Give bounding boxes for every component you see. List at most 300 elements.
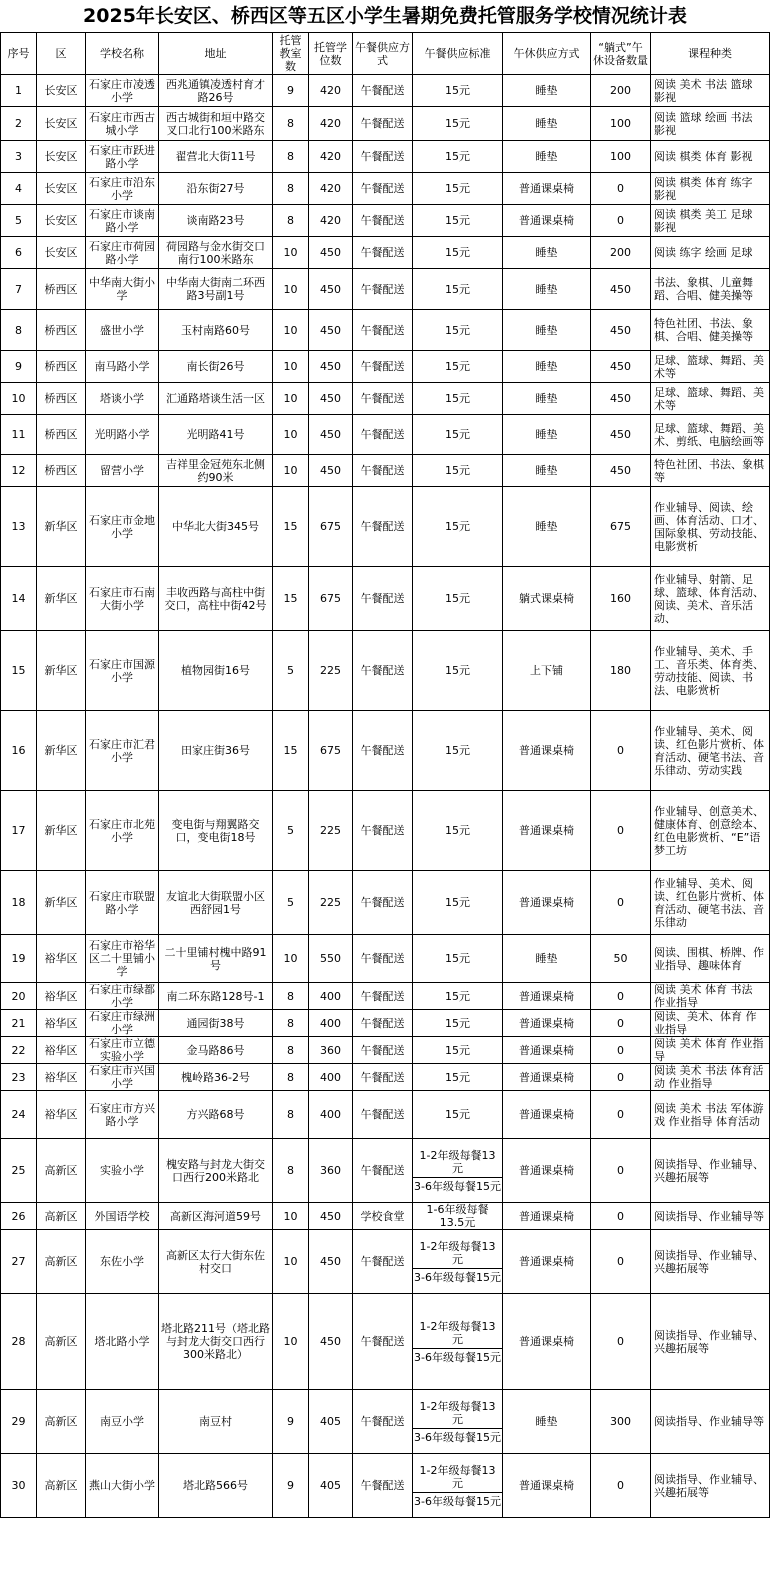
nap-beds-cell: 160 bbox=[591, 567, 651, 631]
seats-cell: 400 bbox=[309, 983, 353, 1010]
address-cell: 塔北路566号 bbox=[159, 1454, 273, 1518]
lunch-standard-cell bbox=[413, 1064, 503, 1091]
lunch-mode-cell: 午餐配送 bbox=[353, 1064, 413, 1091]
classrooms-cell: 5 bbox=[273, 791, 309, 871]
courses-cell: 作业辅导、阅读、绘画、体育活动、口才、国际象棋、劳动技能、电影赏析 bbox=[651, 487, 770, 567]
seats-cell: 420 bbox=[309, 173, 353, 205]
nap-mode-cell: 睡垫 bbox=[503, 487, 591, 567]
classrooms-cell: 9 bbox=[273, 75, 309, 107]
lunch-standard-cell bbox=[413, 237, 503, 269]
header-row bbox=[1, 33, 770, 75]
classrooms-cell: 10 bbox=[273, 935, 309, 983]
table-row bbox=[1, 1064, 770, 1091]
school-name-cell: 石家庄市裕华区二十里铺小学 bbox=[86, 935, 159, 983]
lunch-standard-item: 1-2年级每餐13元 bbox=[419, 1399, 496, 1426]
row-number-cell: 6 bbox=[1, 237, 37, 269]
school-name-cell: 石家庄市北苑小学 bbox=[86, 791, 159, 871]
lunch-mode-cell: 午餐配送 bbox=[353, 237, 413, 269]
lunch-standard-item: 15元 bbox=[445, 1016, 470, 1030]
table-row bbox=[1, 173, 770, 205]
district-cell: 高新区 bbox=[37, 1294, 86, 1390]
district-cell: 裕华区 bbox=[37, 1091, 86, 1139]
classrooms-cell: 10 bbox=[273, 269, 309, 310]
nap-beds-cell: 0 bbox=[591, 1064, 651, 1091]
table-row bbox=[1, 567, 770, 631]
address-cell: 金马路86号 bbox=[159, 1037, 273, 1064]
header-cell: 托管学位数 bbox=[309, 33, 353, 75]
district-cell: 高新区 bbox=[37, 1454, 86, 1518]
address-cell: 高新区海河道59号 bbox=[159, 1203, 273, 1230]
seats-cell: 450 bbox=[309, 383, 353, 415]
header-cell: 课程种类 bbox=[651, 33, 770, 75]
courses-cell: 特色社团、书法、象棋、合唱、健美操等 bbox=[651, 310, 770, 351]
district-cell: 高新区 bbox=[37, 1203, 86, 1230]
district-cell: 裕华区 bbox=[37, 1064, 86, 1091]
nap-beds-cell: 450 bbox=[591, 455, 651, 487]
courses-cell: 阅读指导、作业辅导等 bbox=[651, 1390, 770, 1454]
district-cell: 裕华区 bbox=[37, 1010, 86, 1037]
lunch-standard-cell bbox=[413, 983, 503, 1010]
lunch-standard-cell bbox=[413, 1010, 503, 1037]
nap-beds-cell: 0 bbox=[591, 871, 651, 935]
lunch-standard-list bbox=[415, 1044, 500, 1057]
nap-mode-cell: 普通课桌椅 bbox=[503, 871, 591, 935]
page-title: 2025年长安区、桥西区等五区小学生暑期免费托管服务学校情况统计表 bbox=[83, 5, 687, 27]
lunch-standard-item: 15元 bbox=[445, 1108, 470, 1121]
school-name-cell: 南豆小学 bbox=[86, 1390, 159, 1454]
lunch-standard-cell bbox=[413, 1203, 503, 1230]
school-name-cell: 石家庄市西古城小学 bbox=[86, 107, 159, 141]
courses-cell: 阅读指导、作业辅导、兴趣拓展等 bbox=[651, 1139, 770, 1203]
nap-mode-cell: 普通课桌椅 bbox=[503, 205, 591, 237]
lunch-standard-item: 15元 bbox=[445, 744, 470, 757]
nap-mode-cell: 睡垫 bbox=[503, 141, 591, 173]
lunch-standard-list bbox=[415, 744, 500, 757]
lunch-mode-cell: 午餐配送 bbox=[353, 173, 413, 205]
seats-cell: 675 bbox=[309, 567, 353, 631]
address-cell: 南二环东路128号-1 bbox=[159, 983, 273, 1010]
nap-beds-cell: 450 bbox=[591, 415, 651, 455]
row-number-cell: 18 bbox=[1, 871, 37, 935]
lunch-mode-cell: 午餐配送 bbox=[353, 141, 413, 173]
lunch-mode-cell: 午餐配送 bbox=[353, 1294, 413, 1390]
district-cell: 桥西区 bbox=[37, 351, 86, 383]
row-number-cell: 27 bbox=[1, 1230, 37, 1294]
row-number-cell: 19 bbox=[1, 935, 37, 983]
district-cell: 长安区 bbox=[37, 75, 86, 107]
courses-cell: 阅读 练字 绘画 足球 bbox=[651, 237, 770, 269]
lunch-standard-list bbox=[415, 283, 500, 296]
lunch-standard-list bbox=[415, 1149, 500, 1193]
nap-mode-cell: 普通课桌椅 bbox=[503, 1230, 591, 1294]
row-number-cell: 26 bbox=[1, 1203, 37, 1230]
nap-beds-cell: 0 bbox=[591, 1203, 651, 1230]
table-row bbox=[1, 383, 770, 415]
address-cell: 槐安路与封龙大街交口西行200米路北 bbox=[159, 1139, 273, 1203]
nap-mode-cell: 睡垫 bbox=[503, 415, 591, 455]
school-name-cell: 石家庄市立德实验小学 bbox=[86, 1037, 159, 1064]
classrooms-cell: 8 bbox=[273, 1064, 309, 1091]
district-cell: 长安区 bbox=[37, 205, 86, 237]
lunch-standard-cell bbox=[413, 711, 503, 791]
lunch-standard-item: 1-2年级每餐13元 bbox=[419, 1239, 496, 1266]
classrooms-cell: 10 bbox=[273, 1230, 309, 1294]
nap-mode-cell: 普通课桌椅 bbox=[503, 173, 591, 205]
seats-cell: 360 bbox=[309, 1037, 353, 1064]
lunch-standard-item: 15元 bbox=[445, 246, 470, 259]
courses-cell: 足球、篮球、舞蹈、美术等 bbox=[651, 383, 770, 415]
district-cell: 桥西区 bbox=[37, 455, 86, 487]
school-name-cell: 石家庄市兴国小学 bbox=[86, 1064, 159, 1091]
lunch-standard-cell bbox=[413, 791, 503, 871]
school-table bbox=[0, 32, 770, 1518]
courses-cell: 阅读 美术 书法 篮球 影视 bbox=[651, 75, 770, 107]
lunch-standard-cell bbox=[413, 269, 503, 310]
lunch-mode-cell: 午餐配送 bbox=[353, 205, 413, 237]
lunch-standard-item: 3-6年级每餐15元 bbox=[413, 1428, 502, 1444]
lunch-standard-list bbox=[415, 952, 500, 965]
district-cell: 高新区 bbox=[37, 1230, 86, 1294]
lunch-standard-item: 15元 bbox=[445, 84, 470, 97]
classrooms-cell: 10 bbox=[273, 415, 309, 455]
lunch-standard-list bbox=[415, 1017, 500, 1030]
classrooms-cell: 8 bbox=[273, 173, 309, 205]
seats-cell: 360 bbox=[309, 1139, 353, 1203]
school-name-cell: 中华南大街小学 bbox=[86, 269, 159, 310]
classrooms-cell: 10 bbox=[273, 1294, 309, 1390]
lunch-standard-list bbox=[415, 117, 500, 130]
nap-mode-cell: 普通课桌椅 bbox=[503, 711, 591, 791]
header-cell: “躺式”午休设备数量 bbox=[591, 33, 651, 75]
address-cell: 通园街38号 bbox=[159, 1010, 273, 1037]
district-cell: 桥西区 bbox=[37, 415, 86, 455]
row-number-cell: 12 bbox=[1, 455, 37, 487]
lunch-standard-list bbox=[415, 182, 500, 195]
nap-beds-cell: 180 bbox=[591, 631, 651, 711]
row-number-cell: 11 bbox=[1, 415, 37, 455]
lunch-mode-cell: 午餐配送 bbox=[353, 935, 413, 983]
address-cell: 吉祥里金冠苑东北侧约90米 bbox=[159, 455, 273, 487]
lunch-mode-cell: 午餐配送 bbox=[353, 1037, 413, 1064]
courses-cell: 阅读 美术 体育 书法 作业指导 bbox=[651, 983, 770, 1010]
address-cell: 荷园路与金水街交口南行100米路东 bbox=[159, 237, 273, 269]
school-name-cell: 东佐小学 bbox=[86, 1230, 159, 1294]
courses-cell: 阅读 棋类 美工 足球 影视 bbox=[651, 205, 770, 237]
nap-beds-cell: 0 bbox=[591, 173, 651, 205]
school-name-cell: 石家庄市金地小学 bbox=[86, 487, 159, 567]
address-cell: 槐岭路36-2号 bbox=[159, 1064, 273, 1091]
school-name-cell: 石家庄市汇君小学 bbox=[86, 711, 159, 791]
address-cell: 中华北大街345号 bbox=[159, 487, 273, 567]
school-name-cell: 石家庄市方兴路小学 bbox=[86, 1091, 159, 1139]
table-row bbox=[1, 1230, 770, 1294]
seats-cell: 450 bbox=[309, 237, 353, 269]
nap-beds-cell: 100 bbox=[591, 107, 651, 141]
classrooms-cell: 8 bbox=[273, 1091, 309, 1139]
lunch-standard-list bbox=[415, 1071, 500, 1084]
table-row bbox=[1, 1091, 770, 1139]
lunch-standard-list bbox=[415, 896, 500, 909]
lunch-standard-cell bbox=[413, 567, 503, 631]
classrooms-cell: 10 bbox=[273, 351, 309, 383]
seats-cell: 675 bbox=[309, 711, 353, 791]
nap-beds-cell: 0 bbox=[591, 1294, 651, 1390]
school-name-cell: 留营小学 bbox=[86, 455, 159, 487]
seats-cell: 225 bbox=[309, 871, 353, 935]
lunch-standard-list bbox=[415, 392, 500, 405]
header-cell: 托管教室数 bbox=[273, 33, 309, 75]
address-cell: 沿东街27号 bbox=[159, 173, 273, 205]
lunch-standard-cell bbox=[413, 415, 503, 455]
lunch-standard-cell bbox=[413, 205, 503, 237]
district-cell: 桥西区 bbox=[37, 310, 86, 351]
district-cell: 新华区 bbox=[37, 631, 86, 711]
seats-cell: 420 bbox=[309, 107, 353, 141]
header-cell: 地址 bbox=[159, 33, 273, 75]
lunch-standard-list bbox=[415, 1203, 500, 1229]
school-name-cell: 石家庄市国源小学 bbox=[86, 631, 159, 711]
lunch-standard-list bbox=[415, 520, 500, 533]
row-number-cell: 22 bbox=[1, 1037, 37, 1064]
nap-mode-cell: 睡垫 bbox=[503, 455, 591, 487]
school-name-cell: 石家庄市凌透小学 bbox=[86, 75, 159, 107]
lunch-mode-cell: 午餐配送 bbox=[353, 871, 413, 935]
seats-cell: 450 bbox=[309, 351, 353, 383]
lunch-standard-list bbox=[415, 84, 500, 97]
courses-cell: 作业辅导、美术、阅读、红色影片赏析、体育活动、硬笔书法、音乐律动 bbox=[651, 871, 770, 935]
lunch-mode-cell: 午餐配送 bbox=[353, 351, 413, 383]
nap-mode-cell: 睡垫 bbox=[503, 310, 591, 351]
lunch-standard-cell bbox=[413, 75, 503, 107]
courses-cell: 阅读 美术 书法 体育活动 作业指导 bbox=[651, 1064, 770, 1091]
classrooms-cell: 15 bbox=[273, 567, 309, 631]
table-row bbox=[1, 487, 770, 567]
nap-mode-cell: 睡垫 bbox=[503, 75, 591, 107]
classrooms-cell: 8 bbox=[273, 1010, 309, 1037]
seats-cell: 420 bbox=[309, 75, 353, 107]
school-name-cell: 燕山大街小学 bbox=[86, 1454, 159, 1518]
address-cell: 塔北路211号（塔北路与封龙大街交口西行300米路北） bbox=[159, 1294, 273, 1390]
courses-cell: 足球、篮球、舞蹈、美术、剪纸、电脑绘画等 bbox=[651, 415, 770, 455]
lunch-standard-item: 1-2年级每餐13元 bbox=[419, 1319, 496, 1346]
district-cell: 长安区 bbox=[37, 107, 86, 141]
lunch-standard-list bbox=[415, 246, 500, 259]
lunch-standard-item: 15元 bbox=[445, 1043, 470, 1057]
lunch-mode-cell: 午餐配送 bbox=[353, 1010, 413, 1037]
table-row bbox=[1, 141, 770, 173]
address-cell: 南长街26号 bbox=[159, 351, 273, 383]
row-number-cell: 30 bbox=[1, 1454, 37, 1518]
lunch-mode-cell: 午餐配送 bbox=[353, 567, 413, 631]
table-row bbox=[1, 935, 770, 983]
address-cell: 植物园街16号 bbox=[159, 631, 273, 711]
header-cell: 午餐供应标准 bbox=[413, 33, 503, 75]
courses-cell: 阅读指导、作业辅导、兴趣拓展等 bbox=[651, 1294, 770, 1390]
seats-cell: 675 bbox=[309, 487, 353, 567]
courses-cell: 阅读 篮球 绘画 书法 影视 bbox=[651, 107, 770, 141]
classrooms-cell: 10 bbox=[273, 1203, 309, 1230]
classrooms-cell: 8 bbox=[273, 107, 309, 141]
school-name-cell: 石家庄市联盟路小学 bbox=[86, 871, 159, 935]
school-name-cell: 实验小学 bbox=[86, 1139, 159, 1203]
seats-cell: 400 bbox=[309, 1064, 353, 1091]
nap-beds-cell: 0 bbox=[591, 711, 651, 791]
row-number-cell: 2 bbox=[1, 107, 37, 141]
classrooms-cell: 10 bbox=[273, 237, 309, 269]
table-row bbox=[1, 351, 770, 383]
classrooms-cell: 8 bbox=[273, 1139, 309, 1203]
courses-cell: 阅读指导、作业辅导、兴趣拓展等 bbox=[651, 1230, 770, 1294]
seats-cell: 225 bbox=[309, 791, 353, 871]
courses-cell: 阅读 美术 书法 军体游戏 作业指导 体育活动 bbox=[651, 1091, 770, 1139]
nap-beds-cell: 50 bbox=[591, 935, 651, 983]
row-number-cell: 3 bbox=[1, 141, 37, 173]
school-name-cell: 塔北路小学 bbox=[86, 1294, 159, 1390]
address-cell: 西古城街和垣中路交叉口北行100米路东 bbox=[159, 107, 273, 141]
seats-cell: 450 bbox=[309, 269, 353, 310]
lunch-mode-cell: 午餐配送 bbox=[353, 1454, 413, 1518]
row-number-cell: 10 bbox=[1, 383, 37, 415]
lunch-standard-item: 15元 bbox=[445, 989, 470, 1003]
classrooms-cell: 10 bbox=[273, 310, 309, 351]
address-cell: 谈南路23号 bbox=[159, 205, 273, 237]
lunch-standard-list bbox=[415, 150, 500, 163]
nap-mode-cell: 普通课桌椅 bbox=[503, 1454, 591, 1518]
school-name-cell: 外国语学校 bbox=[86, 1203, 159, 1230]
address-cell: 玉村南路60号 bbox=[159, 310, 273, 351]
lunch-mode-cell: 午餐配送 bbox=[353, 983, 413, 1010]
address-cell: 方兴路68号 bbox=[159, 1091, 273, 1139]
district-cell: 新华区 bbox=[37, 871, 86, 935]
row-number-cell: 9 bbox=[1, 351, 37, 383]
classrooms-cell: 8 bbox=[273, 205, 309, 237]
lunch-standard-list bbox=[415, 324, 500, 337]
row-number-cell: 23 bbox=[1, 1064, 37, 1091]
lunch-standard-list bbox=[415, 1464, 500, 1508]
lunch-mode-cell: 午餐配送 bbox=[353, 75, 413, 107]
nap-mode-cell: 普通课桌椅 bbox=[503, 1139, 591, 1203]
district-cell: 新华区 bbox=[37, 567, 86, 631]
lunch-standard-list bbox=[415, 1240, 500, 1284]
classrooms-cell: 5 bbox=[273, 631, 309, 711]
classrooms-cell: 15 bbox=[273, 711, 309, 791]
table-row bbox=[1, 1010, 770, 1037]
address-cell: 丰收西路与高柱中街交口，高柱中街42号 bbox=[159, 567, 273, 631]
lunch-standard-item: 15元 bbox=[445, 182, 470, 195]
table-row bbox=[1, 205, 770, 237]
nap-mode-cell: 上下铺 bbox=[503, 631, 591, 711]
nap-beds-cell: 0 bbox=[591, 1010, 651, 1037]
lunch-mode-cell: 午餐配送 bbox=[353, 1230, 413, 1294]
nap-beds-cell: 0 bbox=[591, 1454, 651, 1518]
courses-cell: 特色社团、书法、象棋等 bbox=[651, 455, 770, 487]
table-row bbox=[1, 983, 770, 1010]
classrooms-cell: 8 bbox=[273, 1037, 309, 1064]
district-cell: 桥西区 bbox=[37, 383, 86, 415]
lunch-mode-cell: 午餐配送 bbox=[353, 383, 413, 415]
lunch-standard-item: 15元 bbox=[445, 428, 470, 441]
district-cell: 桥西区 bbox=[37, 269, 86, 310]
address-cell: 翟营北大街11号 bbox=[159, 141, 273, 173]
nap-mode-cell: 睡垫 bbox=[503, 107, 591, 141]
nap-mode-cell: 普通课桌椅 bbox=[503, 1091, 591, 1139]
address-cell: 田家庄街36号 bbox=[159, 711, 273, 791]
lunch-standard-cell bbox=[413, 173, 503, 205]
district-cell: 裕华区 bbox=[37, 983, 86, 1010]
classrooms-cell: 15 bbox=[273, 487, 309, 567]
row-number-cell: 24 bbox=[1, 1091, 37, 1139]
seats-cell: 420 bbox=[309, 205, 353, 237]
row-number-cell: 8 bbox=[1, 310, 37, 351]
nap-beds-cell: 0 bbox=[591, 205, 651, 237]
address-cell: 汇通路塔谈生活一区 bbox=[159, 383, 273, 415]
lunch-standard-list bbox=[415, 1320, 500, 1364]
lunch-mode-cell: 午餐配送 bbox=[353, 487, 413, 567]
nap-beds-cell: 200 bbox=[591, 237, 651, 269]
nap-beds-cell: 0 bbox=[591, 1037, 651, 1064]
nap-beds-cell: 0 bbox=[591, 1230, 651, 1294]
courses-cell: 作业辅导、创意美术、健康体育、创意绘本、红色电影赏析、“E”语梦工坊 bbox=[651, 791, 770, 871]
nap-beds-cell: 450 bbox=[591, 269, 651, 310]
row-number-cell: 1 bbox=[1, 75, 37, 107]
lunch-standard-item: 15元 bbox=[445, 664, 470, 677]
district-cell: 长安区 bbox=[37, 173, 86, 205]
seats-cell: 450 bbox=[309, 1294, 353, 1390]
lunch-standard-item: 1-2年级每餐13元 bbox=[419, 1148, 496, 1175]
lunch-standard-item: 15元 bbox=[445, 520, 470, 533]
lunch-standard-list bbox=[415, 464, 500, 477]
lunch-standard-cell bbox=[413, 141, 503, 173]
seats-cell: 420 bbox=[309, 141, 353, 173]
school-name-cell: 石家庄市石南大街小学 bbox=[86, 567, 159, 631]
lunch-standard-cell bbox=[413, 1139, 503, 1203]
table-row bbox=[1, 1139, 770, 1203]
lunch-standard-list bbox=[415, 824, 500, 837]
lunch-standard-cell bbox=[413, 871, 503, 935]
courses-cell: 作业辅导、美术、阅读、红色影片赏析、体育活动、硬笔书法、音乐律动、劳动实践 bbox=[651, 711, 770, 791]
nap-mode-cell: 普通课桌椅 bbox=[503, 1294, 591, 1390]
row-number-cell: 13 bbox=[1, 487, 37, 567]
lunch-standard-item: 15元 bbox=[445, 117, 470, 130]
lunch-standard-list bbox=[415, 592, 500, 605]
lunch-mode-cell: 午餐配送 bbox=[353, 107, 413, 141]
courses-cell: 书法、象棋、儿童舞蹈、合唱、健美操等 bbox=[651, 269, 770, 310]
table-row bbox=[1, 1454, 770, 1518]
lunch-mode-cell: 午餐配送 bbox=[353, 711, 413, 791]
classrooms-cell: 8 bbox=[273, 983, 309, 1010]
classrooms-cell: 10 bbox=[273, 455, 309, 487]
nap-beds-cell: 450 bbox=[591, 310, 651, 351]
lunch-standard-item: 3-6年级每餐15元 bbox=[413, 1492, 502, 1508]
nap-beds-cell: 0 bbox=[591, 791, 651, 871]
address-cell: 西兆通镇凌透村育才路26号 bbox=[159, 75, 273, 107]
lunch-standard-item: 15元 bbox=[445, 323, 470, 337]
lunch-standard-cell bbox=[413, 1230, 503, 1294]
seats-cell: 405 bbox=[309, 1454, 353, 1518]
lunch-standard-item: 15元 bbox=[445, 824, 470, 837]
district-cell: 长安区 bbox=[37, 141, 86, 173]
row-number-cell: 25 bbox=[1, 1139, 37, 1203]
lunch-mode-cell: 午餐配送 bbox=[353, 269, 413, 310]
table-row bbox=[1, 1390, 770, 1454]
lunch-standard-item: 1-6年级每餐13.5元 bbox=[426, 1203, 489, 1229]
lunch-mode-cell: 午餐配送 bbox=[353, 455, 413, 487]
lunch-standard-item: 3-6年级每餐15元 bbox=[413, 1268, 502, 1284]
seats-cell: 450 bbox=[309, 455, 353, 487]
classrooms-cell: 9 bbox=[273, 1454, 309, 1518]
lunch-standard-item: 15元 bbox=[445, 360, 470, 373]
row-number-cell: 15 bbox=[1, 631, 37, 711]
